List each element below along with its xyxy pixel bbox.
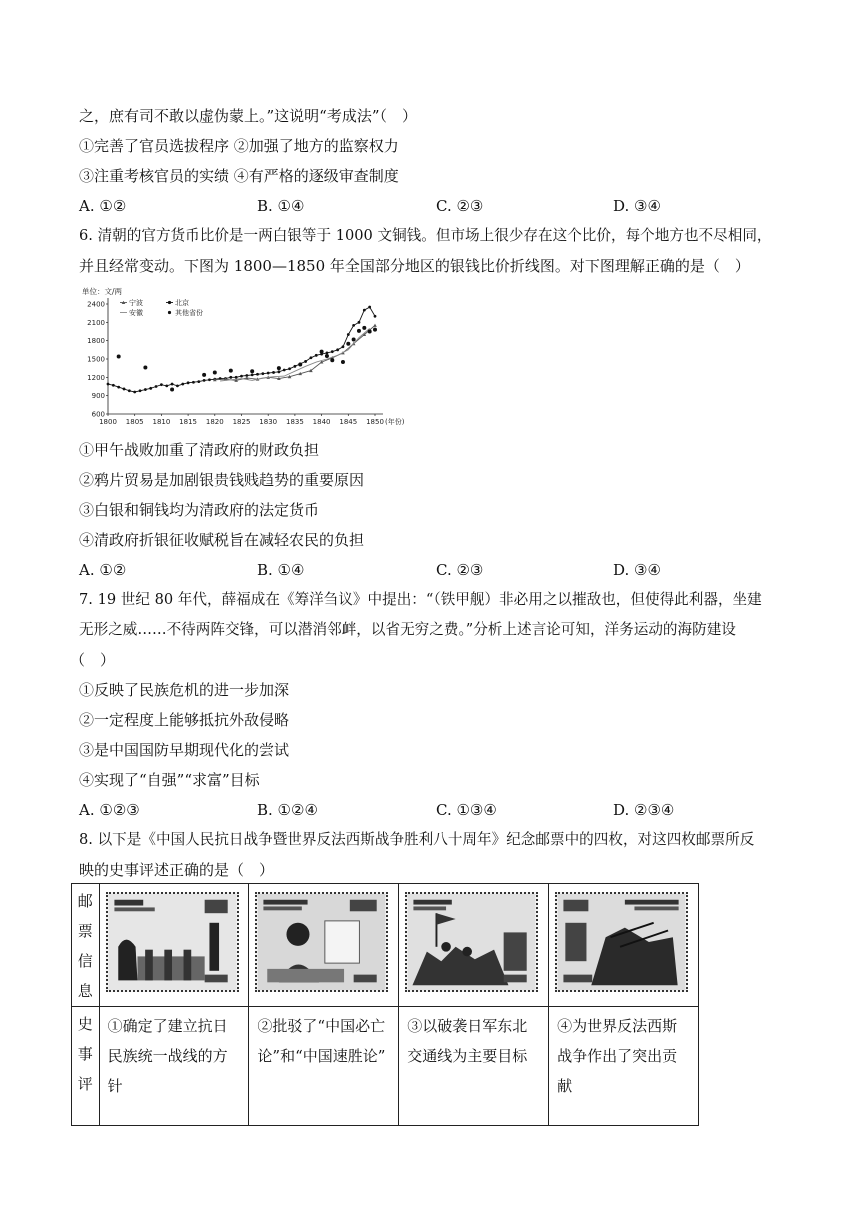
y-tick-label: 600 bbox=[91, 410, 105, 419]
y-tick-label: 2100 bbox=[87, 318, 105, 327]
data-point bbox=[288, 367, 291, 370]
data-point bbox=[149, 387, 152, 390]
q6-statement-1: ①甲午战败加重了清政府的财政负担 bbox=[79, 441, 320, 459]
q7-statement-2: ②一定程度上能够抵抗外敌侵略 bbox=[79, 711, 290, 729]
data-point bbox=[144, 388, 147, 391]
q7-choice-a[interactable]: A. ①②③ bbox=[79, 801, 140, 819]
q6-stem-1: 6. 清朝的官方货币比价是一两白银等于 1000 文铜钱。但市场上很少存在这个比价，每个地方也不尽相同， bbox=[79, 227, 772, 244]
data-point bbox=[368, 330, 372, 334]
legend-entry: 北京 bbox=[175, 299, 189, 307]
data-point bbox=[320, 350, 324, 354]
q7-statement-4: ④实现了“自强”“求富”目标 bbox=[79, 771, 260, 789]
data-point bbox=[213, 370, 217, 374]
legend-entry: 其他省份 bbox=[175, 309, 203, 317]
q6-stem-2: 并且经常变动。下图为 1800—1850 年全国部分地区的银钱比价折线图。对下图理解正确的是（ ） bbox=[79, 257, 750, 275]
data-point bbox=[304, 360, 307, 363]
data-point bbox=[346, 342, 350, 346]
legend-entry: 宁波 bbox=[129, 299, 143, 307]
stamp-image-2 bbox=[255, 892, 388, 992]
data-point bbox=[117, 386, 120, 389]
series-line-宁波 bbox=[215, 325, 375, 380]
evaluation-1: ①确定了建立抗日民族统一战线的方针 bbox=[99, 1007, 249, 1126]
data-point bbox=[123, 388, 126, 391]
y-tick-label: 2400 bbox=[87, 300, 105, 309]
y-tick-label: 1800 bbox=[87, 337, 105, 346]
data-point bbox=[261, 372, 264, 375]
data-point bbox=[363, 309, 366, 312]
q6-choice-d[interactable]: D. ③④ bbox=[613, 561, 661, 579]
data-point bbox=[203, 379, 206, 382]
data-point bbox=[117, 355, 121, 359]
stamp-image-4 bbox=[555, 892, 688, 992]
x-tick-label: 1830 bbox=[259, 418, 278, 426]
evaluation-3: ③以破袭日军东北交通线为主要目标 bbox=[399, 1007, 549, 1126]
q7-choice-b[interactable]: B. ①②④ bbox=[257, 801, 318, 819]
x-tick-label: 1815 bbox=[179, 418, 198, 426]
data-point bbox=[197, 380, 200, 383]
q8-stem-2: 映的史事评述正确的是（ ） bbox=[79, 861, 275, 879]
data-point bbox=[331, 350, 334, 353]
data-point bbox=[155, 385, 158, 388]
q7-stem-1: 7. 19 世纪 80 年代，薛福成在《筹洋刍议》中提出：“（铁甲舰）非必用之以摧敌也，但使得此利器，坐建 bbox=[79, 591, 762, 608]
q8-stem-1: 8. 以下是《中国人民抗日战争暨世界反法西斯战争胜利八十周年》纪念邮票中的四枚，对这四枚邮票所反 bbox=[79, 831, 755, 848]
data-point bbox=[373, 324, 377, 327]
data-point bbox=[368, 306, 371, 309]
data-point bbox=[181, 383, 184, 386]
data-point bbox=[251, 373, 254, 376]
stamp-cell-2 bbox=[249, 884, 399, 1007]
y-tick-label: 900 bbox=[91, 392, 105, 401]
x-tick-label: 1825 bbox=[232, 418, 251, 426]
data-point bbox=[357, 329, 361, 333]
x-axis-label: (年份) bbox=[385, 418, 405, 426]
q5-statements-1: ①完善了官员选拔程序 ②加强了地方的监察权力 bbox=[79, 137, 399, 155]
data-point bbox=[341, 360, 345, 364]
data-point bbox=[342, 345, 345, 348]
data-point bbox=[294, 365, 297, 368]
x-tick-label: 1850 bbox=[366, 418, 384, 426]
x-tick-label: 1810 bbox=[152, 418, 171, 426]
q5-statements-2: ③注重考核官员的实绩 ④有严格的逐级审查制度 bbox=[79, 167, 399, 185]
q5-choice-a[interactable]: A. ①② bbox=[79, 197, 127, 215]
q7-stem-2: 无形之威……不待两阵交锋，可以潜消邻衅，以省无穷之费。”分析上述言论可知，洋务运动的海防建设 bbox=[79, 621, 736, 638]
x-tick-label: 1800 bbox=[99, 418, 117, 426]
data-point bbox=[202, 373, 206, 377]
data-point bbox=[310, 356, 313, 359]
x-tick-label: 1820 bbox=[205, 418, 224, 426]
q6-statement-4: ④清政府折银征收赋税旨在减轻农民的负担 bbox=[79, 531, 365, 549]
history-evaluation-header: 史 事 评 bbox=[72, 1007, 100, 1126]
legend-marker bbox=[168, 311, 171, 314]
x-tick-label: 1840 bbox=[312, 418, 331, 426]
data-point bbox=[374, 315, 377, 318]
data-point bbox=[315, 354, 318, 357]
data-point bbox=[171, 383, 174, 386]
q5-choice-c[interactable]: C. ②③ bbox=[436, 197, 484, 215]
q6-choice-b[interactable]: B. ①④ bbox=[257, 561, 305, 579]
data-point bbox=[128, 389, 131, 392]
data-point bbox=[143, 366, 147, 370]
stamp-image-1 bbox=[106, 892, 239, 992]
stamp-cell-3 bbox=[399, 884, 549, 1007]
data-point bbox=[133, 391, 136, 394]
data-point bbox=[298, 363, 302, 367]
stamp-cell-1 bbox=[99, 884, 249, 1007]
data-point bbox=[250, 369, 254, 373]
q6-choice-c[interactable]: C. ②③ bbox=[436, 561, 484, 579]
q7-statement-1: ①反映了民族危机的进一步加深 bbox=[79, 681, 290, 699]
data-point bbox=[277, 366, 281, 370]
stamp-info-header: 邮 票 信 息 bbox=[72, 884, 100, 1007]
data-point bbox=[229, 376, 232, 379]
x-tick-label: 1845 bbox=[339, 418, 358, 426]
q5-stem-end: 之，庶有司不敢以虚伪蒙上。”这说明“考成法”（ ） bbox=[79, 107, 418, 125]
data-point bbox=[352, 324, 355, 327]
stamp-image-3 bbox=[405, 892, 538, 992]
data-point bbox=[362, 326, 366, 330]
y-tick-label: 1500 bbox=[87, 355, 105, 364]
evaluation-2: ②批驳了“中国必亡论”和“中国速胜论” bbox=[249, 1007, 399, 1126]
stamp-table bbox=[71, 883, 699, 1126]
y-tick-label: 1200 bbox=[87, 373, 105, 382]
silver-copper-ratio-chart bbox=[80, 282, 405, 432]
data-point bbox=[336, 348, 339, 351]
q6-choice-a[interactable]: A. ①② bbox=[79, 561, 127, 579]
data-point bbox=[208, 378, 211, 381]
evaluation-4: ④为世界反法西斯战争作出了突出贡献 bbox=[549, 1007, 699, 1126]
data-point bbox=[170, 388, 174, 392]
data-point bbox=[352, 337, 356, 341]
data-point bbox=[160, 383, 163, 386]
q7-statement-3: ③是中国国防早期现代化的尝试 bbox=[79, 741, 290, 759]
data-point bbox=[235, 376, 238, 379]
data-point bbox=[330, 358, 334, 362]
chart-unit-label: 单位：文/两 bbox=[82, 287, 123, 296]
data-point bbox=[277, 370, 280, 373]
q5-choice-d[interactable]: D. ③④ bbox=[613, 197, 661, 215]
data-point bbox=[165, 384, 168, 387]
data-point bbox=[373, 328, 377, 332]
q7-stem-3: （ ） bbox=[70, 651, 116, 669]
q5-choice-b[interactable]: B. ①④ bbox=[257, 197, 305, 215]
data-point bbox=[112, 384, 115, 387]
data-point bbox=[358, 321, 361, 324]
chart-series bbox=[107, 306, 377, 394]
x-tick-label: 1835 bbox=[285, 418, 304, 426]
stamp-cell-4 bbox=[549, 884, 699, 1007]
data-point bbox=[139, 389, 142, 392]
data-point bbox=[283, 369, 286, 372]
data-point bbox=[272, 371, 275, 374]
data-point bbox=[192, 381, 195, 384]
data-point bbox=[229, 369, 233, 373]
chart-legend bbox=[120, 298, 203, 317]
chart-axes bbox=[87, 298, 405, 426]
q7-choice-c[interactable]: C. ①③④ bbox=[436, 801, 497, 819]
data-point bbox=[267, 372, 270, 375]
data-point bbox=[326, 351, 329, 354]
x-tick-label: 1805 bbox=[125, 418, 144, 426]
data-point bbox=[107, 383, 110, 386]
data-point bbox=[187, 381, 190, 384]
data-point bbox=[256, 373, 259, 376]
legend-marker bbox=[168, 301, 171, 304]
data-point bbox=[240, 375, 243, 378]
q7-choice-d[interactable]: D. ②③④ bbox=[613, 801, 675, 819]
q6-statement-2: ②鸦片贸易是加剧银贵钱贱趋势的重要原因 bbox=[79, 471, 365, 489]
data-point bbox=[325, 354, 329, 358]
data-point bbox=[176, 384, 179, 387]
data-point bbox=[347, 333, 350, 336]
q6-statement-3: ③白银和铜钱均为清政府的法定货币 bbox=[79, 501, 320, 519]
legend-entry: 安徽 bbox=[129, 309, 143, 317]
